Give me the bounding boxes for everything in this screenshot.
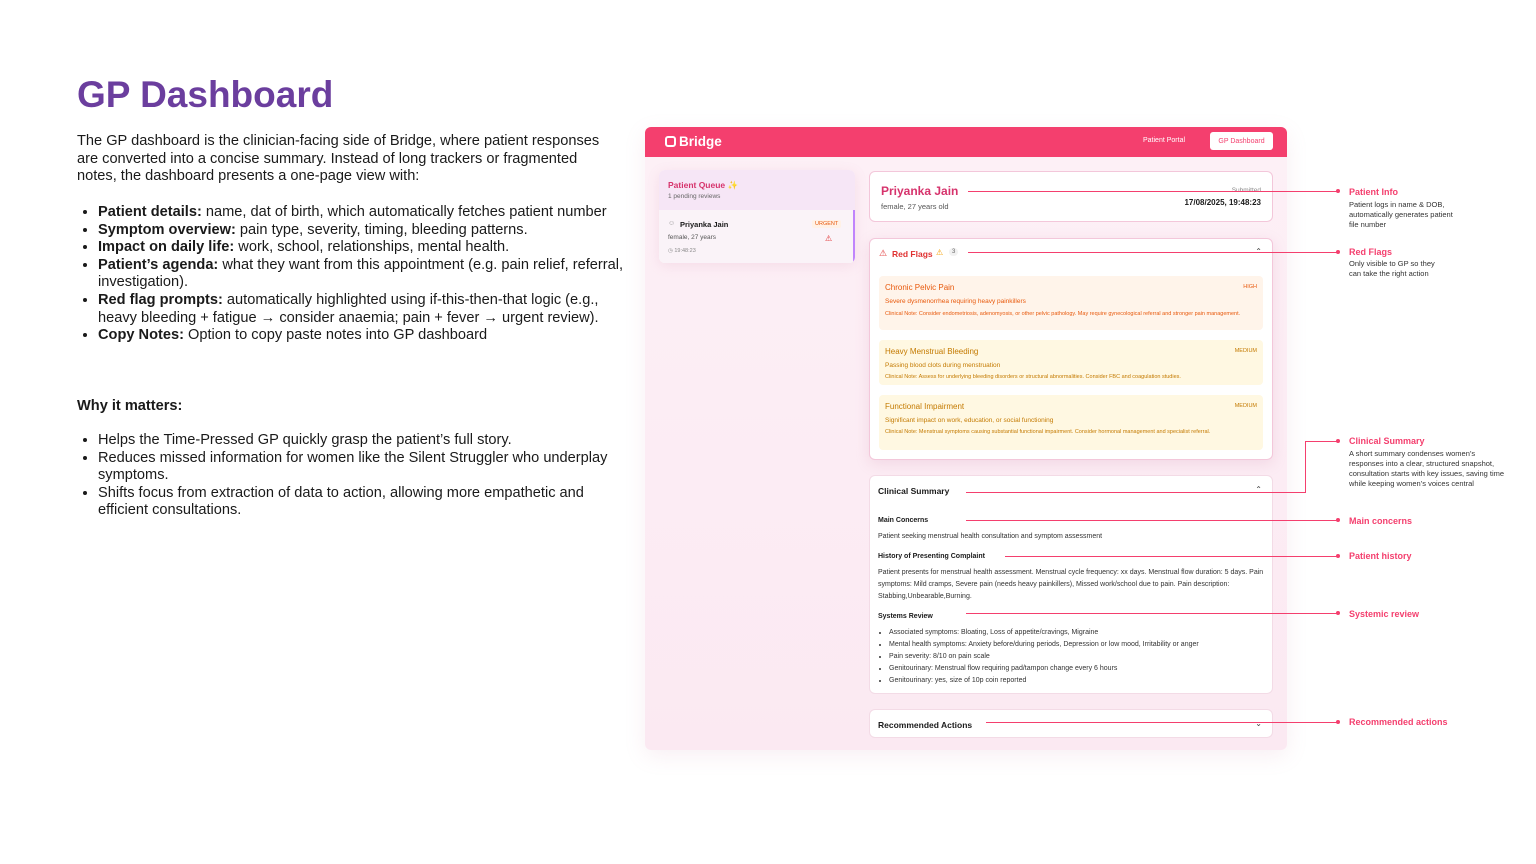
patient-detail: female, 27 years old: [881, 202, 949, 211]
flag-level-badge: MEDIUM: [1234, 403, 1257, 409]
clinical-summary-title: Clinical Summary: [878, 486, 950, 496]
submitted-label: Submitted: [1231, 187, 1261, 194]
main-concerns-heading: Main Concerns: [878, 517, 929, 524]
top-bar: [645, 127, 1287, 157]
annotation-dot: [1336, 554, 1340, 558]
why-item: • Shifts focus from extraction of data to action, allowing more empathetic and efficient consultations.: [98, 485, 628, 520]
logo-text: Bridge: [679, 134, 722, 149]
flag-level-badge: HIGH: [1243, 284, 1257, 290]
annotation-line-patient-info: [968, 191, 1338, 192]
why-it-matters-heading: Why it matters:: [77, 398, 183, 414]
annotation-clinical-summary-label: Clinical Summary: [1349, 436, 1425, 446]
queue-item[interactable]: [659, 210, 855, 263]
annotation-line-red-flags: [968, 252, 1338, 253]
red-flags-title: Red Flags: [892, 249, 933, 259]
annotation-dot: [1336, 720, 1340, 724]
queue-title: Patient Queue ✨: [668, 180, 739, 190]
feature-item: • Impact on daily life: work, school, relationships, mental health.: [98, 239, 628, 257]
history-text: Patient presents for menstrual health assessment. Menstrual cycle frequency: xx days. Menstrual flow duration: 5 days. Pain symptoms: Mild cramps, Severe pain (needs heavy painkillers), Missed work/school due to pain. Pain description: Stabbing,Unbearable,Burning.: [878, 569, 1264, 600]
why-item: • Reduces missed information for women like the Silent Struggler who underplay symptoms.: [98, 450, 628, 485]
annotation-line-systemic-review: [966, 613, 1338, 614]
nav-patient-portal[interactable]: Patient Portal: [1143, 137, 1186, 144]
red-flag-item: [879, 395, 1263, 450]
annotation-dot: [1336, 518, 1340, 522]
annotation-dot: [1336, 250, 1340, 254]
flag-description: Severe dysmenorrhea requiring heavy painkillers: [885, 298, 1026, 305]
flag-clinical-note: Clinical Note: Menstrual symptoms causing substantial functional impairment. Consider hormonal management and specialist referral.: [885, 429, 1211, 435]
annotation-line-clinical-summary: [966, 492, 1306, 493]
patient-queue-panel: [659, 170, 855, 263]
annotation-main-concerns-label: Main concerns: [1349, 516, 1413, 526]
red-flag-item: [879, 276, 1263, 330]
bridge-logo[interactable]: [665, 134, 722, 149]
annotation-systemic-review-label: Systemic review: [1349, 609, 1420, 619]
annotation-recommended-actions-label: Recommended actions: [1349, 717, 1448, 727]
why-item: • Helps the Time-Pressed GP quickly grasp the patient’s full story.: [98, 432, 628, 450]
systems-review-heading: Systems Review: [878, 613, 933, 620]
flag-description: Passing blood clots during menstruation: [885, 362, 1001, 369]
systems-review-item: • Genitourinary: Menstrual flow requiring pad/tampon change every 6 hours: [889, 663, 1277, 675]
annotation-line-main-concerns: [966, 520, 1338, 521]
main-concerns-text: Patient seeking menstrual health consultation and symptom assessment: [878, 533, 1103, 540]
user-icon: ☺: [668, 220, 676, 227]
flag-title: Chronic Pelvic Pain: [885, 283, 955, 292]
annotation-patient-info-label: Patient Info: [1349, 187, 1398, 197]
red-flags-card: [869, 238, 1273, 460]
annotation-connector: [1305, 441, 1306, 492]
annotation-red-flags-desc: Only visible to GP so they can take the right action: [1349, 259, 1435, 278]
annotation-dot: [1336, 611, 1340, 615]
systems-review-item: • Pain severity: 8/10 on pain scale: [889, 651, 1277, 663]
app-mockup: [645, 127, 1287, 750]
red-flag-item: [879, 340, 1263, 385]
clinical-summary-card: [869, 475, 1273, 694]
annotation-line-recommended-actions: [986, 722, 1338, 723]
recommended-actions-card[interactable]: [869, 709, 1273, 738]
why-list: [77, 432, 628, 520]
flag-clinical-note: Clinical Note: Assess for underlying bleeding disorders or structural abnormalities. Consider FBC and coagulation studies.: [885, 374, 1181, 380]
systems-review-item: • Mental health symptoms: Anxiety before/during periods, Depression or low mood, Irritability or anger: [889, 639, 1277, 651]
flag-description: Significant impact on work, education, or social functioning: [885, 417, 1054, 424]
systems-review-item: • Associated symptoms: Bloating, Loss of appetite/cravings, Migraine: [889, 627, 1277, 639]
queue-item-time: ◷ 19:48:23: [668, 248, 696, 254]
recommended-actions-title: Recommended Actions: [878, 720, 973, 730]
annotation-dot: [1336, 189, 1340, 193]
annotation-patient-history-label: Patient history: [1349, 551, 1412, 561]
patient-name: Priyanka Jain: [881, 184, 959, 198]
queue-header: [659, 170, 855, 210]
chevron-up-icon[interactable]: ⌃: [1255, 485, 1262, 494]
feature-list: [77, 204, 628, 345]
history-heading: History of Presenting Complaint: [878, 553, 985, 560]
queue-item-name: Priyanka Jain: [680, 220, 729, 229]
warning-icon: ⚠: [825, 234, 833, 243]
nav-gp-dashboard[interactable]: GP Dashboard: [1210, 132, 1273, 150]
systems-review-item: • Genitourinary: yes, size of 10p coin reported: [889, 675, 1277, 687]
feature-item: • Red flag prompts: automatically highlighted using if-this-then-that logic (e.g., heavy bleeding + fatigue → consider anaemia; pain + fever → urgent review).: [98, 292, 628, 327]
chevron-up-icon[interactable]: ⌃: [1255, 247, 1262, 256]
annotation-clinical-summary-desc: A short summary condenses women’s responses into a clear, structured snapshot, consultation starts with key issues, saving time while keeping women’s voices central: [1349, 449, 1505, 488]
annotation-dot: [1336, 439, 1340, 443]
feature-item: • Copy Notes: Option to copy paste notes into GP dashboard: [98, 327, 628, 345]
intro-paragraph: The GP dashboard is the clinician-facing side of Bridge, where patient responses are converted into a concise summary. Instead of long trackers or fragmented notes, the dashboard presents a one-page view with:: [77, 133, 600, 185]
queue-subtitle: 1 pending reviews: [668, 193, 721, 200]
page-title: GP Dashboard: [77, 74, 334, 115]
submitted-date: 17/08/2025, 19:48:23: [1184, 198, 1261, 207]
feature-item: • Patient details: name, dat of birth, which automatically fetches patient number: [98, 204, 628, 222]
flag-level-badge: MEDIUM: [1234, 348, 1257, 354]
warning-emoji-icon: ⚠: [936, 248, 944, 257]
bridge-logo-icon: [665, 136, 676, 147]
annotation-line-patient-history: [1005, 556, 1338, 557]
feature-item: • Patient’s agenda: what they want from this appointment (e.g. pain relief, referral, investigation).: [98, 257, 628, 292]
annotation-patient-info-desc: Patient logs in name & DOB, automatically generates patient file number: [1349, 200, 1453, 229]
systems-review-list: [878, 627, 1277, 687]
flag-title: Functional Impairment: [885, 402, 965, 411]
flag-title: Heavy Menstrual Bleeding: [885, 347, 979, 356]
red-flags-count: 3: [949, 248, 958, 256]
annotation-line-clinical-summary-top: [1305, 441, 1338, 442]
urgent-badge: URGENT: [812, 220, 841, 228]
queue-item-detail: female, 27 years: [668, 234, 717, 241]
chevron-down-icon[interactable]: ⌄: [1255, 719, 1262, 728]
flag-clinical-note: Clinical Note: Consider endometriosis, adenomyosis, or other pelvic pathology. May require gynecological referral and stronger pain management.: [885, 311, 1241, 317]
annotation-red-flags-label: Red Flags: [1349, 247, 1393, 257]
feature-item: • Symptom overview: pain type, severity, timing, bleeding patterns.: [98, 222, 628, 240]
patient-info-card: [869, 171, 1273, 222]
alert-triangle-icon: ⚠: [879, 248, 888, 258]
clock-icon: ◷: [668, 248, 673, 254]
